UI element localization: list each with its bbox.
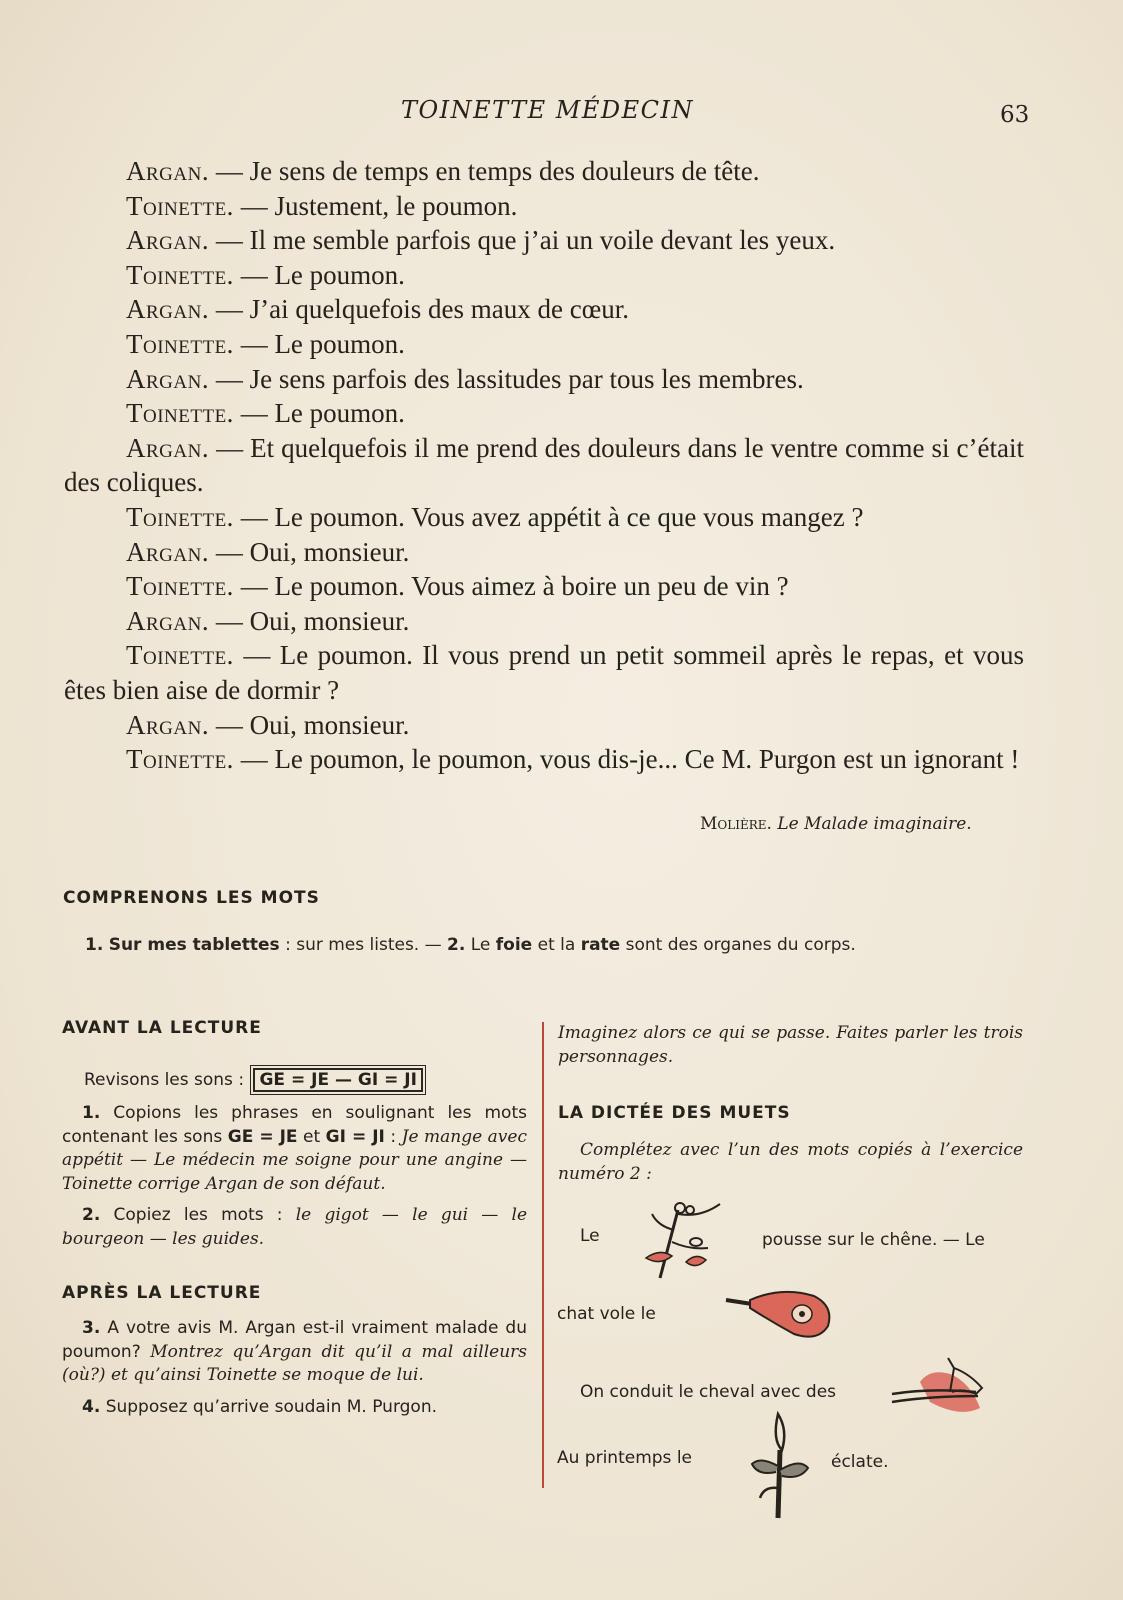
dialogue-line <box>64 258 1024 293</box>
line-text: — Oui, monsieur. <box>209 605 410 636</box>
exercise-number: 4. <box>82 1396 101 1417</box>
vocab-term: rate <box>580 935 621 955</box>
speaker-name: Toinette. <box>126 398 234 429</box>
apres-title: APRÈS LA LECTURE <box>62 1283 262 1303</box>
exercise-text: A votre avis M. Argan est-il vraiment malade du poumon? <box>62 1318 527 1362</box>
line-text: — Il me semble parfois que j’ai un voile devant les yeux. <box>209 225 836 256</box>
exercise-number: 2. <box>82 1205 101 1225</box>
dictee-instruction: Complétez avec l’un des mots copiés à l’exercice numéro 2 : <box>558 1140 1023 1184</box>
line-text: — Je sens parfois des lassitudes par tous les membres. <box>209 363 804 394</box>
exercise-text: Copiez les mots : <box>100 1205 296 1225</box>
mistletoe-icon <box>630 1200 740 1286</box>
dialogue-line <box>64 500 1024 535</box>
rebus-text: pousse sur le chêne. — Le <box>762 1230 985 1250</box>
rebus-text: Le <box>580 1226 600 1246</box>
line-text: — Le poumon. Vous avez appétit à ce que vous mangez ? <box>233 501 864 532</box>
dialogue-line <box>64 431 1024 500</box>
exercise-text: Supposez qu’arrive soudain M. Purgon. <box>100 1396 438 1417</box>
speaker-name: Toinette. <box>126 259 234 290</box>
item-number: 1. <box>85 935 104 955</box>
rebus-text: Au printemps le <box>557 1448 693 1468</box>
exercise-2 <box>62 1204 527 1251</box>
vocab-text: Le <box>465 935 496 955</box>
line-text: — J’ai quelquefois des maux de cœur. <box>209 294 629 325</box>
sound-term: GI = JI <box>325 1126 385 1147</box>
speaker-name: Argan. <box>126 536 210 567</box>
exercise-question: Montrez qu’Argan dit qu’il a mal ailleurs (où?) et qu’ainsi Toinette se moque de lui. <box>62 1341 527 1385</box>
speaker-name: Argan. <box>126 709 210 740</box>
rebus-text: éclate. <box>831 1452 889 1472</box>
speaker-name: Toinette. <box>126 190 234 221</box>
speaker-name: Toinette. <box>126 640 234 671</box>
line-text: — Oui, monsieur. <box>209 536 410 567</box>
line-text: — Le poumon. <box>233 328 405 359</box>
speaker-name: Argan. <box>126 605 210 636</box>
speaker-name: Toinette. <box>126 328 234 359</box>
sound-revision <box>62 1068 527 1092</box>
line-text: — Et quelquefois il me prend des douleurs dans le ventre comme si c’était des coliques. <box>64 432 1024 498</box>
exercise-text: et <box>297 1126 326 1147</box>
dialogue-line <box>64 292 1024 327</box>
dialogue-line <box>64 569 1024 604</box>
avant-title: AVANT LA LECTURE <box>62 1018 262 1038</box>
dialogue-line <box>64 396 1024 431</box>
column-divider <box>542 1022 544 1488</box>
dictee-title: LA DICTÉE DES MUETS <box>558 1103 791 1123</box>
line-text: — Oui, monsieur. <box>209 709 410 740</box>
dialogue-line <box>64 223 1024 258</box>
speaker-name: Argan. <box>126 432 210 463</box>
dialogue-line <box>64 535 1024 570</box>
bud-branch-icon <box>744 1410 814 1522</box>
sound-box: GE = JE — GI = JI <box>253 1068 422 1092</box>
dialogue-line <box>64 362 1024 397</box>
dialogue-line <box>64 708 1024 743</box>
vocab-text: et la <box>532 935 581 955</box>
speaker-name: Toinette. <box>126 571 234 602</box>
exercise-text: Copions les phrases en soulignant les mots contenant les sons <box>62 1103 527 1147</box>
dialogue-line <box>64 638 1024 707</box>
exercise-4 <box>62 1396 527 1420</box>
vocab-term: Sur mes tablettes <box>108 935 280 955</box>
speaker-name: Argan. <box>126 363 210 394</box>
exercise-number: 3. <box>82 1318 101 1338</box>
rebus-text: On conduit le cheval avec des <box>580 1382 837 1402</box>
exercise-words: le gigot — le gui — le bourgeon — les guides. <box>62 1205 528 1249</box>
attribution-author: Molière. <box>700 814 772 834</box>
revision-label: Revisons les sons : <box>84 1070 245 1090</box>
vocabulary-title: COMPRENONS LES MOTS <box>63 888 320 908</box>
speaker-name: Toinette. <box>126 744 234 775</box>
vocab-definition: : sur mes listes. — <box>279 935 448 955</box>
line-text: — Le poumon. <box>233 398 405 429</box>
exercise-text: : <box>384 1126 397 1147</box>
exercises-left-column <box>62 1018 527 1419</box>
dialogue-line <box>64 327 1024 362</box>
line-text: — Je sens de temps en temps des douleurs de tête. <box>209 156 760 186</box>
horse-reins-icon <box>890 1352 1002 1422</box>
ham-leg-icon <box>722 1286 842 1346</box>
exercise-1 <box>62 1102 527 1196</box>
speaker-name: Argan. <box>126 156 210 186</box>
page-header <box>0 96 1123 136</box>
item-number: 2. <box>447 935 466 955</box>
dialogue-line <box>64 154 1024 189</box>
attribution-work: Le Malade imaginaire. <box>777 814 972 834</box>
sound-term: GE = JE <box>227 1126 298 1147</box>
running-title: TOINETTE MÉDECIN <box>401 96 694 124</box>
line-text: — Justement, le poumon. <box>233 190 518 221</box>
exercises-right-column <box>558 1022 1023 1186</box>
exercise-sentences: Je mange avec appétit — Le médecin me soigne pour une angine — Toinette corrige Argan de son défaut. <box>62 1126 527 1194</box>
exercise-3 <box>62 1317 527 1388</box>
source-attribution <box>700 814 972 834</box>
vocab-definition: sont des organes du corps. <box>620 935 856 955</box>
dialogue-block <box>64 154 1024 777</box>
line-text: — Le poumon, le poumon, vous dis-je... Ce M. Purgon est un ignorant ! <box>233 744 1020 775</box>
page-number: 63 <box>1000 102 1030 128</box>
speaker-name: Argan. <box>126 294 210 325</box>
dialogue-line <box>64 742 1024 777</box>
exercise-number: 1. <box>82 1103 101 1123</box>
dialogue-line <box>64 604 1024 639</box>
line-text: — Le poumon. <box>233 259 405 290</box>
dialogue-line <box>64 189 1024 224</box>
line-text: — Le poumon. Vous aimez à boire un peu de vin ? <box>233 571 789 602</box>
speaker-name: Argan. <box>126 225 210 256</box>
imagine-text: Imaginez alors ce qui se passe. Faites parler les trois personnages. <box>558 1023 1023 1067</box>
vocabulary-definitions <box>85 935 1025 955</box>
speaker-name: Toinette. <box>126 501 234 532</box>
rebus-text: chat vole le <box>557 1304 656 1324</box>
line-text: — Le poumon. Il vous prend un petit sommeil après le repas, et vous êtes bien aise de dormir ? <box>64 640 1024 705</box>
vocab-term: foie <box>495 935 533 955</box>
